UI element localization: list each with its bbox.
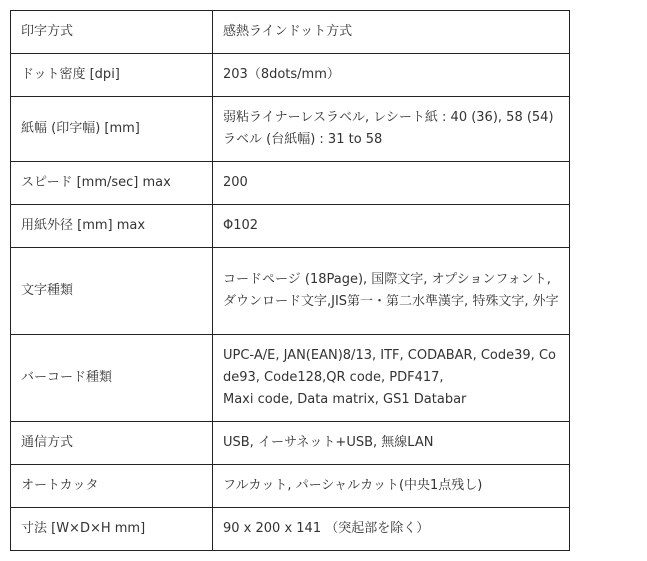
spec-label-speed: スピード [mm/sec] max (11, 162, 213, 205)
spec-value-auto-cutter: フルカット, パーシャルカット(中央1点残し) (213, 465, 570, 508)
spec-value-roll-diameter: Φ102 (213, 205, 570, 248)
table-row (11, 54, 570, 97)
table-row (11, 335, 570, 422)
spec-label-barcode-types: バーコード種類 (11, 335, 213, 422)
spec-value-print-method: 感熱ラインドット方式 (213, 11, 570, 54)
table-row (11, 508, 570, 551)
spec-label-dimensions: 寸法 [W×D×H mm] (11, 508, 213, 551)
spec-value-speed: 200 (213, 162, 570, 205)
spec-value-dimensions: 90 x 200 x 141 （突起部を除く） (213, 508, 570, 551)
spec-value-interface: USB, イーサネット+USB, 無線LAN (213, 422, 570, 465)
table-row (11, 205, 570, 248)
table-row (11, 11, 570, 54)
spec-label-interface: 通信方式 (11, 422, 213, 465)
table-row (11, 422, 570, 465)
spec-label-character-types: 文字種類 (11, 248, 213, 335)
spec-value-dot-density: 203（8dots/mm） (213, 54, 570, 97)
table-row (11, 465, 570, 508)
table-row (11, 248, 570, 335)
spec-label-roll-diameter: 用紙外径 [mm] max (11, 205, 213, 248)
table-row (11, 162, 570, 205)
table-row (11, 97, 570, 162)
spec-label-auto-cutter: オートカッタ (11, 465, 213, 508)
spec-label-dot-density: ドット密度 [dpi] (11, 54, 213, 97)
spec-label-print-method: 印字方式 (11, 11, 213, 54)
spec-value-barcode-types: UPC-A/E, JAN(EAN)8/13, ITF, CODABAR, Code39, Code93, Code128,QR code, PDF417, Maxi code, Data matrix, GS1 Databar (213, 335, 570, 422)
spec-value-character-types: コードページ (18Page), 国際文字, オプションフォント, ダウンロード文字,JIS第一・第二水準漢字, 特殊文字, 外字 (213, 248, 570, 335)
spec-label-paper-width: 紙幅 (印字幅) [mm] (11, 97, 213, 162)
spec-value-paper-width: 弱粘ライナーレスラベル, レシート紙 : 40 (36), 58 (54) ラベル (台紙幅) : 31 to 58 (213, 97, 570, 162)
spec-table (10, 10, 570, 551)
